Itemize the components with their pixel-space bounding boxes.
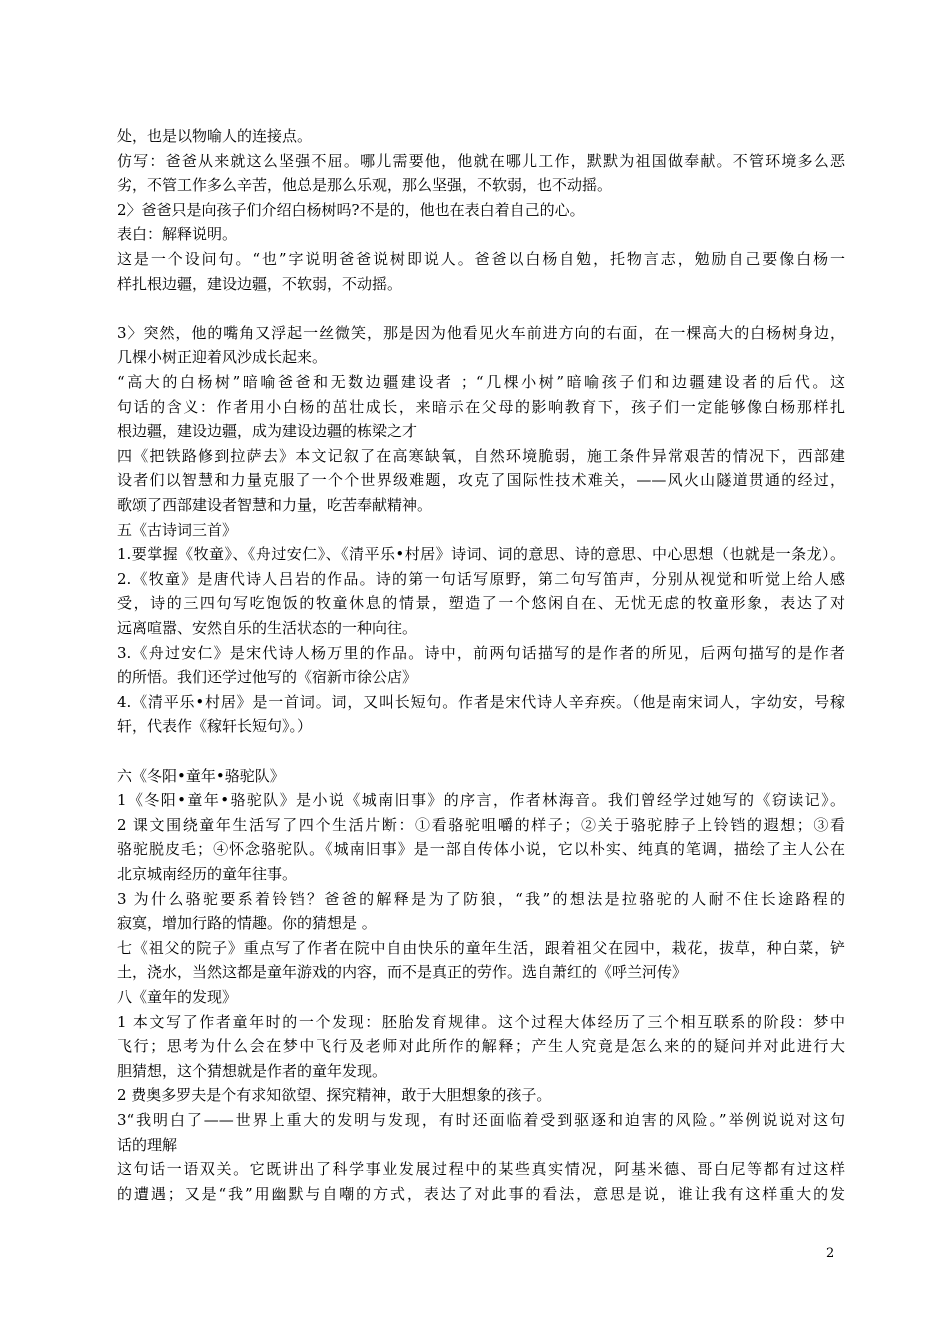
text-line: 土，浇水，当然这都是童年游戏的内容，而不是真正的劳作。选自萧红的《呼兰河传》 <box>117 963 688 982</box>
text-line: 这是一个设问句。“也”字说明爸爸说树即说人。爸爸以白杨自勉，托物言志，勉励自己要像白杨一 <box>117 250 845 268</box>
text-line: 1《冬阳•童年•骆驼队》是小说《城南旧事》的序言，作者林海音。我们曾经学过她写的《窃读记》。 <box>117 791 845 810</box>
text-line: 轩，代表作《稼轩长短句》。） <box>117 717 313 736</box>
text-line: 这句话一语双关。它既讲出了科学事业发展过程中的某些真实情况，阿基米德、哥白尼等都有过这样 <box>117 1160 845 1179</box>
text-line: 飞行；思考为什么会在梦中飞行及老师对此所作的解释；产生人究竟是怎么来的的疑问并对此进行大 <box>117 1037 845 1056</box>
text-line: 句话的含义：作者用小白杨的茁壮成长，来暗示在父母的影响教育下，孩子们一定能够像白杨那样扎 <box>117 397 845 416</box>
text-line: 北京城南经历的童年往事。 <box>117 865 298 883</box>
text-line: 根边疆，建设边疆，成为建设边疆的栋梁之才 <box>117 422 418 441</box>
text-line: 胆猜想，这个猜想就是作者的童年发现。 <box>117 1061 388 1080</box>
text-line: 处，也是以物喻人的连接点。 <box>117 127 313 145</box>
text-line: 3〉突然，他的嘴角又浮起一丝微笑，那是因为他看见火车前进方向的右面，在一棵高大的白杨树身边， <box>117 323 845 342</box>
blank-line <box>117 739 845 763</box>
text-line: 2 费奥多罗夫是个有求知欲望、探究精神，敢于大胆想象的孩子。 <box>117 1086 552 1105</box>
text-line: 远离喧嚣、安然自乐的生活状态的一种向往。 <box>117 619 418 637</box>
text-line: 3“我明白了——世界上重大的发明与发现，有时还面临着受到驱逐和迫害的风险。”举例说说对这句 <box>117 1111 845 1129</box>
text-line: 2.《牧童》是唐代诗人吕岩的作品。诗的第一句话写原野，第二句写笛声，分别从视觉和听觉上给人感 <box>117 569 845 588</box>
text-line: “高大的白杨树”暗喻爸爸和无数边疆建设者 ；“几棵小树”暗喻孩子们和边疆建设者的后代。这 <box>117 373 845 391</box>
text-line: 3.《舟过安仁》是宋代诗人杨万里的作品。诗中，前两句话描写的是作者的所见，后两句描写的是作者 <box>117 643 845 662</box>
text-line: 歌颂了西部建设者智慧和力量，吃苦奉献精神。 <box>117 496 433 514</box>
text-line: 1 本文写了作者童年时的一个发现：胚胎发育规律。这个过程大体经历了三个相互联系的阶段：梦中 <box>117 1012 845 1031</box>
text-line: 表白：解释说明。 <box>117 225 238 244</box>
text-line: 的遭遇；又是“我”用幽默与自嘲的方式，表达了对此事的看法，意思是说，谁让我有这样重大的发 <box>117 1184 845 1203</box>
blank-line <box>117 296 845 320</box>
text-line: 七《祖父的院子》重点写了作者在院中自由快乐的童年生活，跟着祖父在园中，栽花，拔草，种白菜，铲 <box>117 938 845 957</box>
text-line: 五《古诗词三首》 <box>117 520 238 539</box>
text-line: 劣，不管工作多么辛苦，他总是那么乐观，那么坚强，不软弱，也不动摇。 <box>117 176 613 195</box>
text-line: 六《冬阳•童年•骆驼队》 <box>117 766 285 785</box>
text-line: 八《童年的发现》 <box>117 988 238 1006</box>
text-line: 寂寞，增加行路的情趣。你的猜想是 。 <box>117 914 377 933</box>
text-line: 3 为什么骆驼要系着铃铛？爸爸的解释是为了防狼，“我”的想法是拉骆驼的人耐不住长途路程的 <box>117 889 845 908</box>
text-line: 样扎根边疆，建设边疆，不软弱，不动摇。 <box>117 274 403 293</box>
text-line: 话的理解 <box>117 1135 178 1154</box>
text-line: 四《把铁路修到拉萨去》本文记叙了在高寒缺氧，自然环境脆弱，施工条件异常艰苦的情况下，西部建 <box>117 446 845 465</box>
text-line: 仿写：爸爸从来就这么坚强不屈。哪儿需要他，他就在哪儿工作，默默为祖国做奉献。不管环境多么恶 <box>117 151 845 170</box>
text-line: 的所悟。我们还学过他写的《宿新市徐公店》 <box>117 668 418 687</box>
text-line: 设者们以智慧和力量克服了一个个世界级难题，攻克了国际性技术难关，——风火山隧道贯通的经过， <box>117 471 845 490</box>
text-line: 1.要掌握《牧童》、《舟过安仁》、《清平乐•村居》诗词、词的意思、诗的意思、中心思想（也就是一条龙）。 <box>117 545 845 564</box>
text-line: 骆驼脱皮毛；④怀念骆驼队。《城南旧事》是一部自传体小说，它以朴实、纯真的笔调，描绘了主人公在 <box>117 840 845 859</box>
text-line: 几棵小树正迎着风沙成长起来。 <box>117 348 328 367</box>
text-line: 4.《清平乐•村居》是一首词。词，又叫长短句。作者是宋代诗人辛弃疾。（他是南宋词人，字幼安，号稼 <box>117 692 845 711</box>
page-number: 2 <box>826 1246 835 1261</box>
text-line: 2 课文围绕童年生活写了四个生活片断：①看骆驼咀嚼的样子；②关于骆驼脖子上铃铛的遐想；③看 <box>117 815 845 834</box>
text-line: 受，诗的三四句写吃饱饭的牧童休息的情景，塑造了一个悠闲自在、无忧无虑的牧童形象，表达了对 <box>117 594 845 613</box>
text-line: 2〉爸爸只是向孩子们介绍白杨树吗?不是的，他也在表白着自己的心。 <box>117 200 585 219</box>
